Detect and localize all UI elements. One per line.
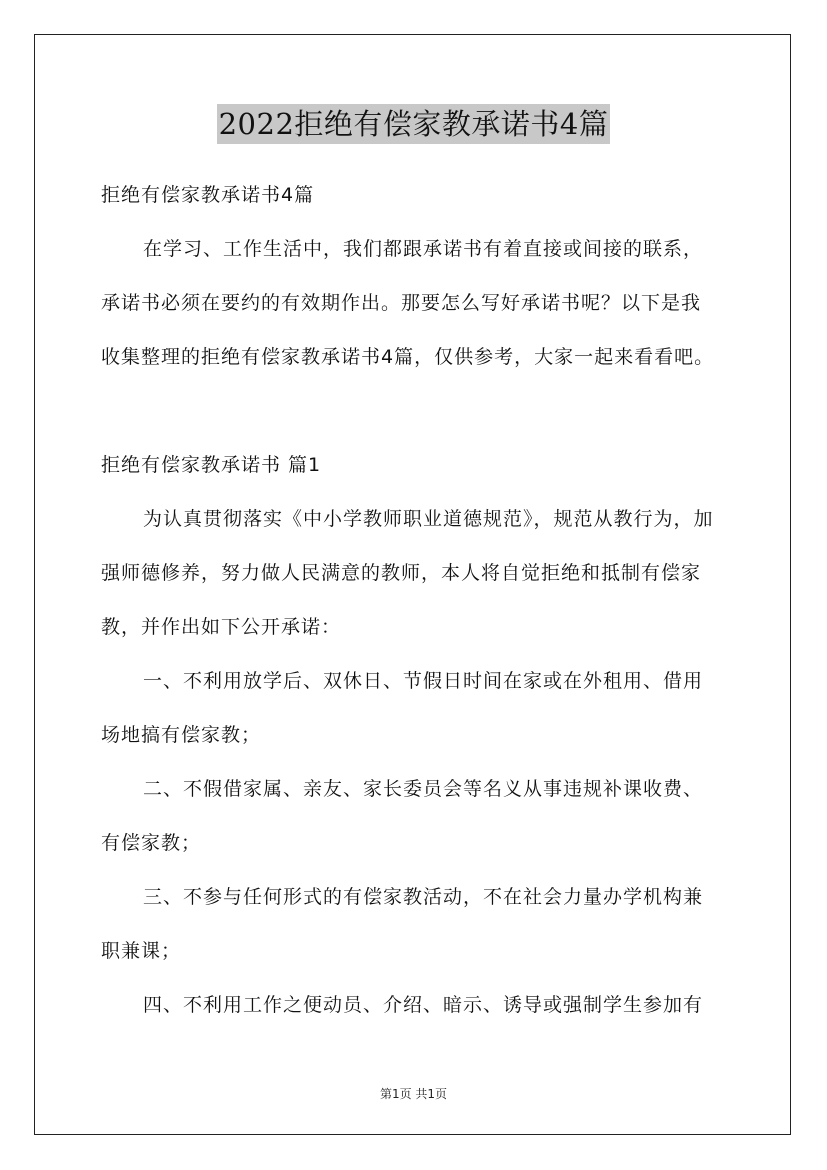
body-line: 一、不利用放学后、双休日、节假日时间在家或在外租用、借用 [143, 670, 704, 692]
body-line: 职兼课； [101, 940, 182, 962]
body-line: 二、不假借家属、亲友、家长委员会等名义从事违规补课收费、 [143, 778, 704, 800]
section-heading: 拒绝有偿家教承诺书 篇1 [101, 454, 322, 476]
body-line: 场地搞有偿家教； [101, 724, 262, 746]
intro-line: 承诺书必须在要约的有效期作出。那要怎么写好承诺书呢？以下是我 [101, 292, 702, 314]
body-line: 教，并作出如下公开承诺： [101, 616, 342, 638]
body-line: 有偿家教； [101, 832, 202, 854]
page-footer: 第1页 共1页 [379, 1087, 448, 1101]
document-title: 2022拒绝有偿家教承诺书4篇 [217, 104, 611, 144]
body-line: 三、不参与任何形式的有偿家教活动，不在社会力量办学机构兼 [143, 886, 704, 908]
body-line: 为认真贯彻落实《中小学教师职业道德规范》，规范从教行为，加 [143, 508, 714, 530]
title-container [0, 104, 827, 144]
intro-line: 在学习、工作生活中，我们都跟承诺书有着直接或间接的联系， [143, 238, 704, 260]
subtitle: 拒绝有偿家教承诺书4篇 [101, 184, 315, 206]
intro-line: 收集整理的拒绝有偿家教承诺书4篇，仅供参考，大家一起来看看吧。 [101, 346, 715, 368]
body-line: 强师德修养，努力做人民满意的教师，本人将自觉拒绝和抵制有偿家 [101, 562, 702, 584]
body-line: 四、不利用工作之便动员、介绍、暗示、诱导或强制学生参加有 [143, 994, 704, 1016]
